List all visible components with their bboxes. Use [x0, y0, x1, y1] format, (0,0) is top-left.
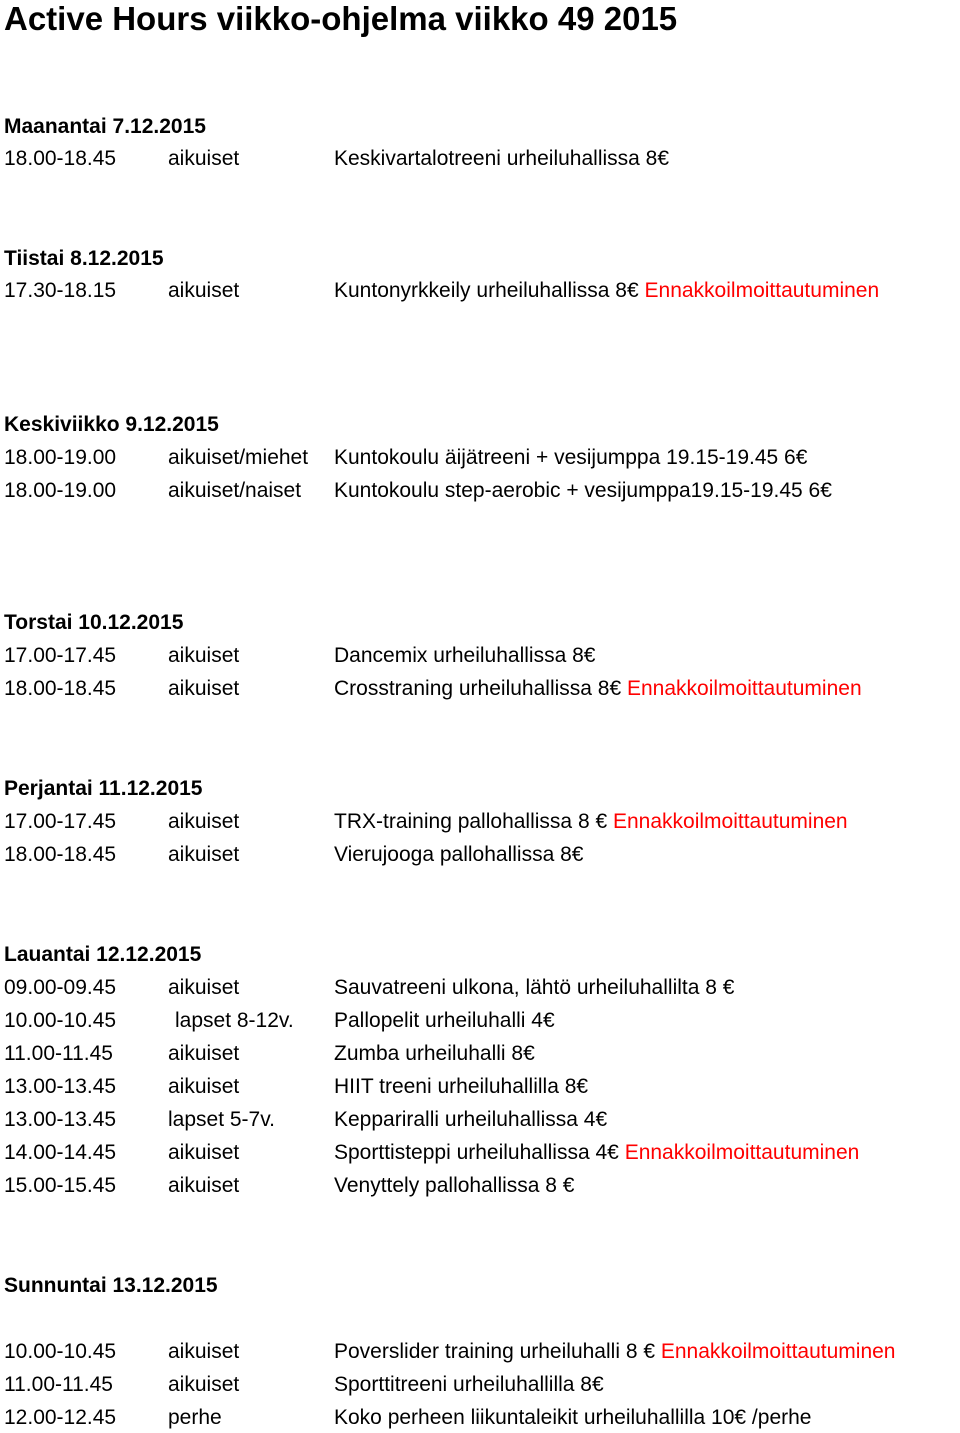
row-time: 18.00-19.00 — [4, 479, 117, 502]
row-group: aikuiset/miehet — [168, 446, 309, 469]
row-activity: Kuntokoulu step-aerobic + vesijumppa19.15-19.45 6€ — [334, 479, 832, 502]
schedule-row — [0, 1139, 960, 1167]
row-activity: Kuntonyrkkeily urheiluhallissa 8€ Ennakkoilmoittautuminen — [334, 279, 880, 302]
row-activity: Dancemix urheiluhallissa 8€ — [334, 644, 596, 667]
row-time: 10.00-10.45 — [4, 1340, 117, 1363]
row-time: 17.30-18.15 — [4, 279, 117, 302]
row-activity: Venyttely pallohallissa 8 € — [334, 1174, 575, 1197]
schedule-row — [0, 1371, 960, 1399]
signup-link[interactable]: Ennakkoilmoittautuminen — [644, 279, 880, 302]
row-group: aikuiset — [168, 279, 240, 302]
row-time: 18.00-18.45 — [4, 677, 117, 700]
row-time: 10.00-10.45 — [4, 1009, 117, 1032]
schedule-row — [0, 1106, 960, 1134]
row-activity: Keskivartalotreeni urheiluhallissa 8€ — [334, 147, 670, 170]
schedule-row — [0, 277, 960, 305]
row-time: 11.00-11.45 — [4, 1042, 113, 1065]
signup-link[interactable]: Ennakkoilmoittautuminen — [612, 810, 848, 833]
schedule-row — [0, 974, 960, 1002]
day-heading-saturday: Lauantai 12.12.2015 — [4, 943, 202, 966]
page-title: Active Hours viikko-ohjelma viikko 49 2015 — [4, 0, 678, 37]
schedule-row — [0, 1172, 960, 1200]
day-heading-friday: Perjantai 11.12.2015 — [4, 777, 203, 800]
row-activity: TRX-training pallohallissa 8 € Ennakkoilmoittautuminen — [334, 810, 848, 833]
row-group: aikuiset — [168, 1373, 240, 1396]
row-time: 18.00-18.45 — [4, 843, 117, 866]
signup-link[interactable]: Ennakkoilmoittautuminen — [624, 1141, 860, 1164]
schedule-row — [0, 1040, 960, 1068]
schedule-row — [0, 1404, 960, 1432]
signup-link[interactable]: Ennakkoilmoittautuminen — [627, 677, 862, 700]
row-activity: Sporttitreeni urheiluhallilla 8€ — [334, 1373, 604, 1396]
day-heading-wednesday: Keskiviikko 9.12.2015 — [4, 413, 219, 436]
row-group: perhe — [168, 1406, 222, 1429]
row-activity: Zumba urheiluhalli 8€ — [334, 1042, 535, 1065]
row-time: 18.00-19.00 — [4, 446, 117, 469]
row-group: aikuiset — [168, 147, 240, 170]
row-time: 18.00-18.45 — [4, 147, 117, 170]
schedule-row — [0, 477, 960, 505]
row-time: 09.00-09.45 — [4, 976, 117, 999]
schedule-row — [0, 1007, 960, 1035]
row-group: aikuiset — [168, 976, 240, 999]
row-activity: Crosstraning urheiluhallissa 8€ Ennakkoilmoittautuminen — [334, 677, 862, 700]
row-time: 13.00-13.45 — [4, 1108, 117, 1131]
row-time: 11.00-11.45 — [4, 1373, 113, 1396]
signup-link[interactable]: Ennakkoilmoittautuminen — [660, 1340, 896, 1363]
row-activity: HIIT treeni urheiluhallilla 8€ — [334, 1075, 589, 1098]
schedule-row — [0, 642, 960, 670]
row-group: aikuiset/naiset — [168, 479, 302, 502]
row-group: aikuiset — [168, 1075, 240, 1098]
row-activity: Vierujooga pallohallissa 8€ — [334, 843, 584, 866]
row-group: aikuiset — [168, 677, 240, 700]
row-group: aikuiset — [168, 1174, 240, 1197]
row-time: 17.00-17.45 — [4, 810, 117, 833]
row-activity: Pallopelit urheiluhalli 4€ — [334, 1009, 555, 1032]
schedule-row — [0, 808, 960, 836]
schedule-row — [0, 675, 960, 703]
day-heading-monday: Maanantai 7.12.2015 — [4, 115, 206, 138]
row-time: 13.00-13.45 — [4, 1075, 117, 1098]
schedule-row — [0, 841, 960, 869]
row-activity: Poverslider training urheiluhalli 8 € Ennakkoilmoittautuminen — [334, 1340, 896, 1363]
row-group: lapset 5-7v. — [168, 1108, 275, 1131]
row-group: aikuiset — [168, 1141, 240, 1164]
row-group: aikuiset — [168, 1042, 240, 1065]
row-activity: Kuntokoulu äijätreeni + vesijumppa 19.15-19.45 6€ — [334, 446, 808, 469]
row-group: aikuiset — [168, 843, 240, 866]
schedule-row — [0, 444, 960, 472]
row-activity: Koko perheen liikuntaleikit urheiluhallilla 10€ /perhe — [334, 1406, 812, 1429]
schedule-row — [0, 1338, 960, 1366]
row-time: 12.00-12.45 — [4, 1406, 117, 1429]
row-time: 14.00-14.45 — [4, 1141, 117, 1164]
day-heading-sunday: Sunnuntai 13.12.2015 — [4, 1274, 218, 1297]
row-group: aikuiset — [168, 644, 240, 667]
row-time: 17.00-17.45 — [4, 644, 117, 667]
row-activity: Kepparirallі urheiluhallissa 4€ — [334, 1108, 608, 1131]
row-group: aikuiset — [168, 1340, 240, 1363]
row-activity: Sauvatreeni ulkona, lähtö urheiluhallilta 8 € — [334, 976, 735, 999]
day-heading-thursday: Torstai 10.12.2015 — [4, 611, 184, 634]
row-group: lapset 8-12v. — [175, 1009, 294, 1032]
row-group: aikuiset — [168, 810, 240, 833]
schedule-row — [0, 1073, 960, 1101]
row-activity: Sporttisteppi urheiluhallissa 4€ Ennakkoilmoittautuminen — [334, 1141, 860, 1164]
row-time: 15.00-15.45 — [4, 1174, 117, 1197]
day-heading-tuesday: Tiistai 8.12.2015 — [4, 247, 164, 270]
schedule-row — [0, 145, 960, 173]
